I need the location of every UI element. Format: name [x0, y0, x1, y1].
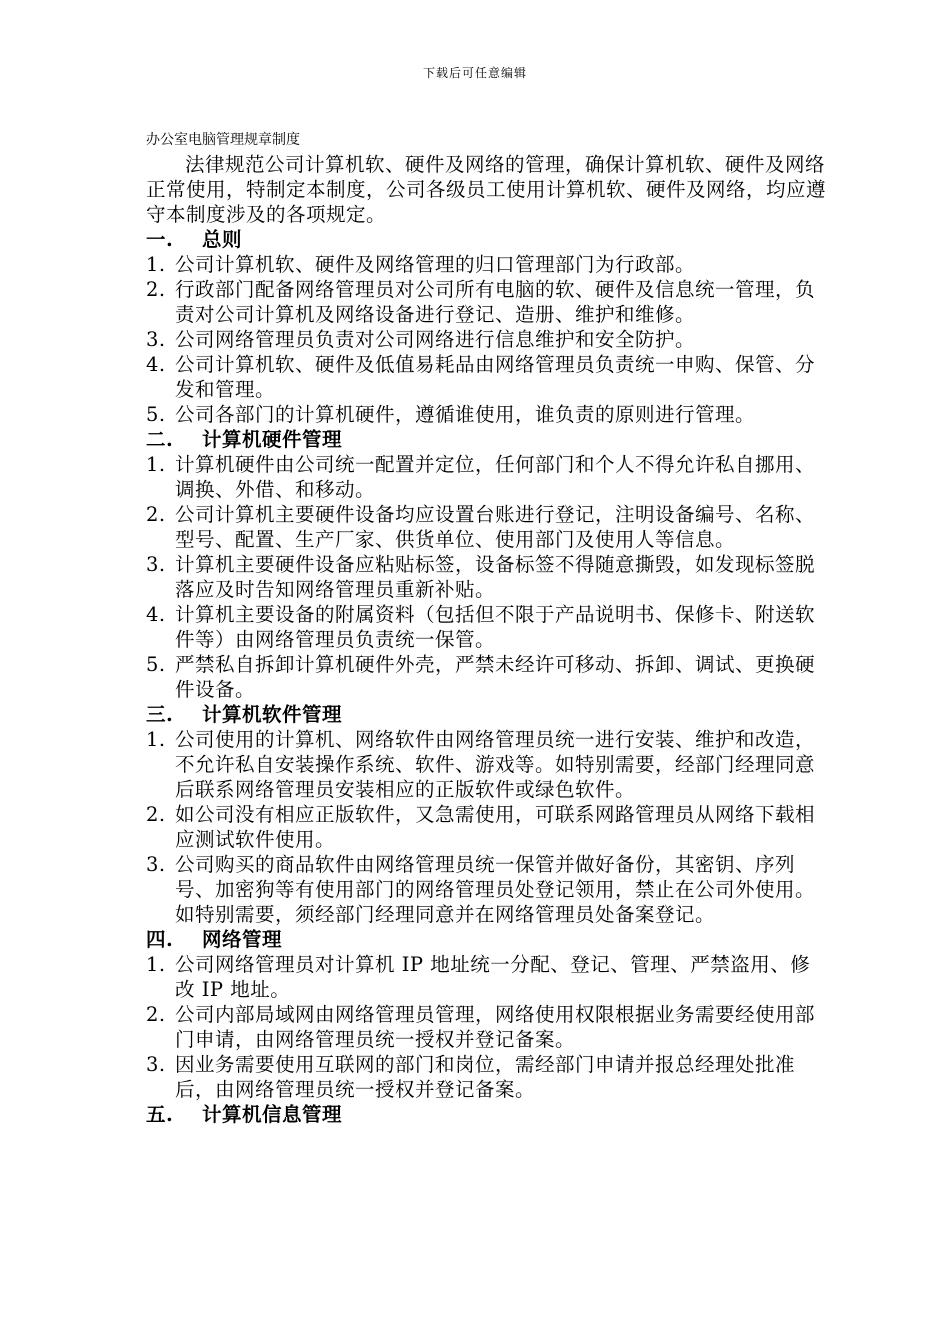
section-number: 二. — [146, 428, 174, 451]
document-body — [146, 152, 826, 1127]
list-item-text: 公司购买的商品软件由网络管理员统一保管并做好备份，其密钥、序列号、加密狗等有使用部门的网络管理员处登记领用，禁止在公司外使用。如特别需要，须经部门经理同意并在网络管理员处备案登记。 — [175, 853, 816, 926]
section-title: 计算机信息管理 — [202, 1103, 343, 1126]
list-item-number: 2. — [146, 278, 166, 301]
list-item-number: 1. — [146, 253, 166, 276]
list-item — [146, 277, 826, 327]
list-item-text: 公司计算机软、硬件及低值易耗品由网络管理员负责统一申购、保管、分发和管理。 — [175, 353, 816, 401]
list-item-number: 2. — [146, 503, 166, 526]
list-item-number: 1. — [146, 453, 166, 476]
list-item — [146, 602, 826, 652]
section-title: 总则 — [202, 228, 243, 251]
list-item-number: 3. — [146, 853, 166, 876]
list-item-number: 2. — [146, 803, 166, 826]
list-item-text: 如公司没有相应正版软件，又急需使用，可联系网路管理员从网络下载相应测试软件使用。 — [175, 803, 816, 851]
section-number: 四. — [146, 928, 174, 951]
list-item-number: 1. — [146, 953, 166, 976]
list-item — [146, 952, 826, 1002]
list-item-text: 公司网络管理员对计算机 IP 地址统一分配、登记、管理、严禁盗用、修改 IP 地址。 — [175, 953, 811, 1001]
list-item — [146, 1002, 826, 1052]
section-number: 一. — [146, 228, 174, 251]
list-item-text: 行政部门配备网络管理员对公司所有电脑的软、硬件及信息统一管理，负责对公司计算机及网络设备进行登记、造册、维护和维修。 — [175, 278, 816, 326]
section-title: 计算机软件管理 — [202, 703, 343, 726]
document-title: 办公室电脑管理规章制度 — [146, 132, 300, 148]
list-item — [146, 802, 826, 852]
list-item-number: 4. — [146, 353, 166, 376]
list-item-text: 公司计算机软、硬件及网络管理的归口管理部门为行政部。 — [175, 253, 696, 276]
list-item — [146, 352, 826, 402]
section-title: 网络管理 — [202, 928, 283, 951]
section-heading — [146, 427, 826, 452]
list-item — [146, 327, 826, 352]
list-item — [146, 1052, 826, 1102]
list-item-text: 公司各部门的计算机硬件，遵循谁使用，谁负责的原则进行管理。 — [175, 403, 756, 426]
list-item-text: 计算机主要硬件设备应粘贴标签，设备标签不得随意撕毁，如发现标签脱落应及时告知网络管理员重新补贴。 — [175, 553, 816, 601]
list-item-number: 4. — [146, 603, 166, 626]
list-item-text: 公司使用的计算机、网络软件由网络管理员统一进行安装、维护和改造，不允许私自安装操作系统、软件、游戏等。如特别需要，经部门经理同意后联系网络管理员安装相应的正版软件或绿色软件。 — [175, 728, 816, 801]
list-item-number: 3. — [146, 1053, 166, 1076]
list-item-text: 公司计算机主要硬件设备均应设置台账进行登记，注明设备编号、名称、型号、配置、生产厂家、供货单位、使用部门及使用人等信息。 — [175, 503, 816, 551]
list-item — [146, 402, 826, 427]
list-item-number: 5. — [146, 403, 166, 426]
section-title: 计算机硬件管理 — [202, 428, 343, 451]
list-item — [146, 502, 826, 552]
section-number: 三. — [146, 703, 174, 726]
list-item — [146, 252, 826, 277]
section-heading — [146, 1102, 826, 1127]
section-heading — [146, 927, 826, 952]
list-item — [146, 452, 826, 502]
list-item-text: 严禁私自拆卸计算机硬件外壳，严禁未经许可移动、拆卸、调试、更换硬件设备。 — [175, 653, 816, 701]
list-item-text: 公司网络管理员负责对公司网络进行信息维护和安全防护。 — [175, 328, 696, 351]
section-number: 五. — [146, 1103, 174, 1126]
section-heading — [146, 227, 826, 252]
list-item — [146, 552, 826, 602]
list-item-number: 1. — [146, 728, 166, 751]
section-heading — [146, 702, 826, 727]
list-item-number: 2. — [146, 1003, 166, 1026]
list-item-text: 计算机硬件由公司统一配置并定位，任何部门和个人不得允许私自挪用、调换、外借、和移动。 — [175, 453, 816, 501]
list-item-text: 公司内部局域网由网络管理员管理，网络使用权限根据业务需要经使用部门申请，由网络管理员统一授权并登记备案。 — [175, 1003, 816, 1051]
list-item — [146, 852, 826, 927]
list-item-text: 因业务需要使用互联网的部门和岗位，需经部门申请并报总经理处批准后，由网络管理员统一授权并登记备案。 — [175, 1053, 796, 1101]
list-item-number: 3. — [146, 553, 166, 576]
list-item-number: 3. — [146, 328, 166, 351]
list-item — [146, 652, 826, 702]
list-item-text: 计算机主要设备的附属资料（包括但不限于产品说明书、保修卡、附送软件等）由网络管理员负责统一保管。 — [175, 603, 816, 651]
intro-paragraph: 法律规范公司计算机软、硬件及网络的管理，确保计算机软、硬件及网络正常使用，特制定本制度，公司各级员工使用计算机软、硬件及网络，均应遵守本制度涉及的各项规定。 — [146, 153, 827, 226]
sections-container — [146, 227, 826, 1127]
list-item — [146, 727, 826, 802]
page-header: 下载后可任意编辑 — [422, 66, 527, 80]
list-item-number: 5. — [146, 653, 166, 676]
